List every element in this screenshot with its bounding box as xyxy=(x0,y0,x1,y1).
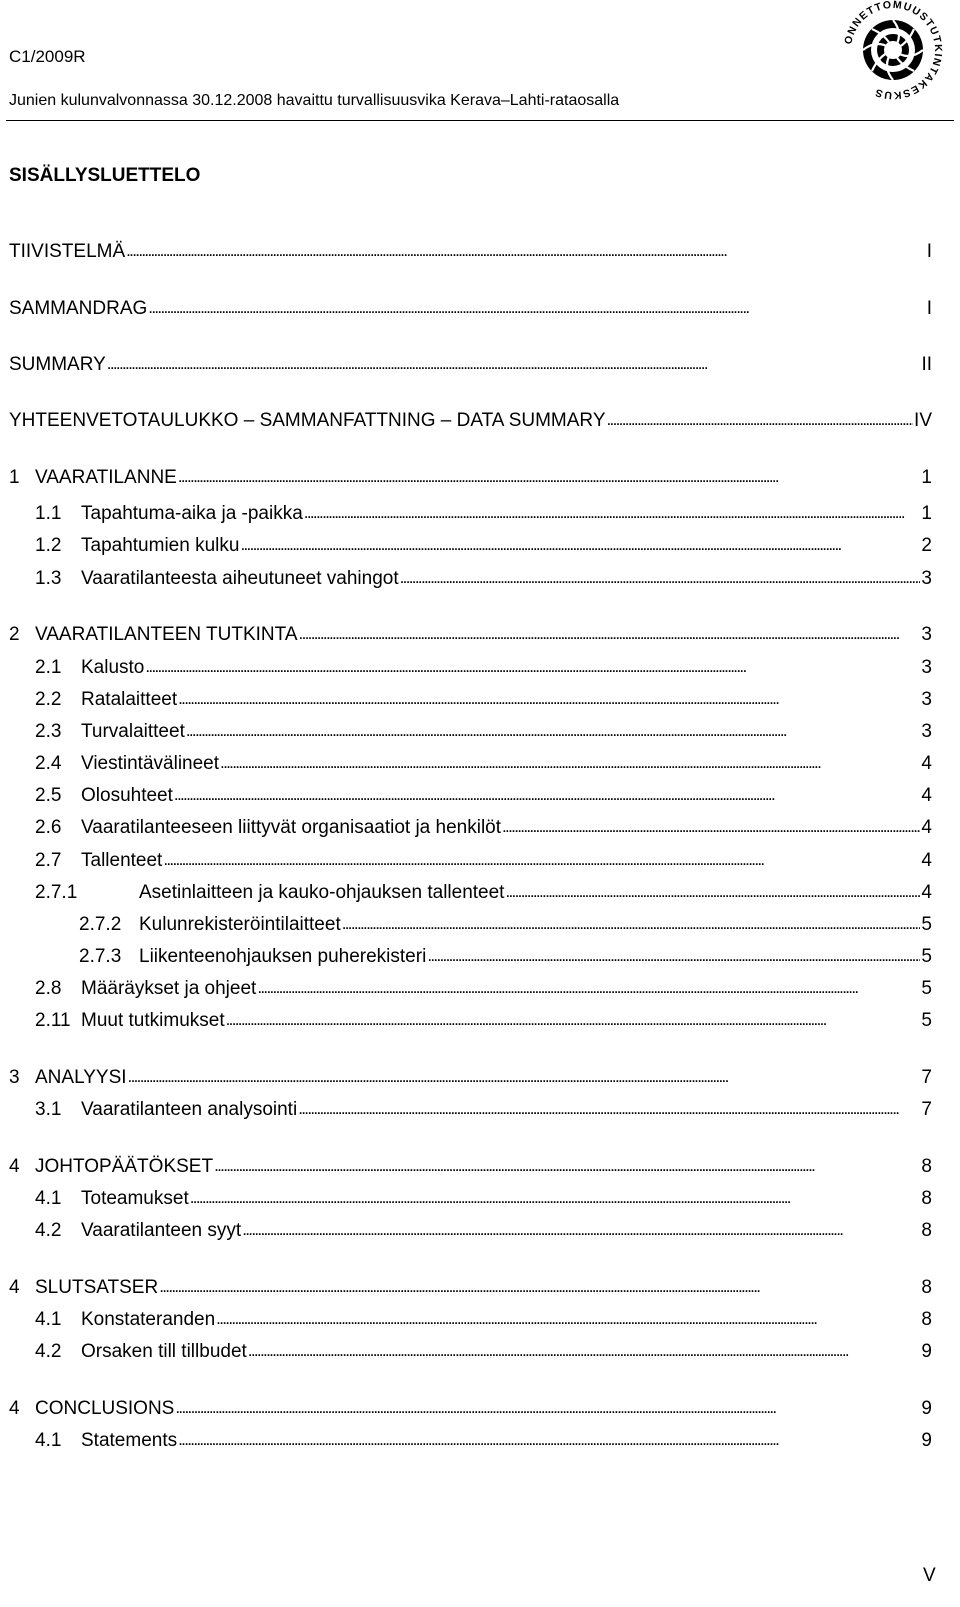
toc-entry[interactable] xyxy=(35,1220,932,1246)
toc-entry-number: 4.2 xyxy=(35,1341,62,1362)
toc-entry[interactable] xyxy=(79,946,932,972)
toc-entry-title: Tapahtumien kulku xyxy=(81,535,240,556)
toc-entry[interactable] xyxy=(79,914,932,940)
toc-entry[interactable] xyxy=(9,624,932,650)
toc-entry[interactable] xyxy=(9,354,932,380)
toc-leader-dots xyxy=(148,297,925,319)
toc-entry-page: 2 xyxy=(921,535,932,556)
toc-leader-dots xyxy=(299,623,921,645)
toc-entry-number: 4 xyxy=(9,1156,20,1177)
toc-entry-page: 7 xyxy=(921,1099,932,1120)
toc-entry-number: 1.2 xyxy=(35,535,62,556)
toc-leader-dots xyxy=(342,913,921,935)
toc-entry-page: 5 xyxy=(921,978,932,999)
toc-entry-title: Tapahtuma-aika ja -paikka xyxy=(81,503,303,524)
toc-entry-title: VAARATILANTEEN TUTKINTA xyxy=(35,624,298,645)
toc-entry-title: Konstateranden xyxy=(81,1309,216,1330)
toc-leader-dots xyxy=(226,1009,921,1031)
toc-entry[interactable] xyxy=(9,1398,932,1424)
svg-text:ONNETTOMUUSTUTKINTAKESKUS: ONNETTOMUUSTUTKINTAKESKUS xyxy=(842,0,945,100)
toc-leader-dots xyxy=(400,567,921,589)
toc-leader-dots xyxy=(502,816,920,838)
toc-entry-page: 3 xyxy=(921,657,932,678)
toc-leader-dots xyxy=(240,534,920,556)
toc-entry-page: 5 xyxy=(921,914,932,935)
toc-entry[interactable] xyxy=(9,467,932,493)
toc-leader-dots xyxy=(175,1397,920,1419)
toc-leader-dots xyxy=(145,656,920,678)
toc-entry-title: Tallenteet xyxy=(81,850,163,871)
toc-entry[interactable] xyxy=(35,503,932,529)
toc-entry-title: Toteamukset xyxy=(81,1188,189,1209)
toc-entry-title: SAMMANDRAG xyxy=(9,298,148,319)
toc-leader-dots xyxy=(178,1429,920,1451)
toc-entry-page: 8 xyxy=(921,1277,932,1298)
toc-entry-page: 4 xyxy=(921,817,932,838)
toc-leader-dots xyxy=(607,409,914,431)
toc-leader-dots xyxy=(178,688,920,710)
toc-entry[interactable] xyxy=(35,817,932,843)
onnettomuustutkintakeskus-logo xyxy=(835,0,951,100)
toc-entry-page: 7 xyxy=(921,1067,932,1088)
toc-entry[interactable] xyxy=(35,882,932,908)
toc-entry-number: 2.5 xyxy=(35,785,62,806)
toc-entry-title: Vaaratilanteeseen liittyvät organisaatiot ja henkilöt xyxy=(81,817,502,838)
toc-entry-number: 2.7.2 xyxy=(79,914,122,935)
document-subtitle: Junien kulunvalvonnassa 30.12.2008 havaittu turvallisuusvika Kerava–Lahti-rataosalla xyxy=(9,92,620,109)
header-divider xyxy=(6,120,954,121)
toc-leader-dots xyxy=(214,1155,920,1177)
toc-entry-title: Viestintävälineet xyxy=(81,753,220,774)
toc-entry-number: 4.1 xyxy=(35,1309,62,1330)
toc-entry[interactable] xyxy=(35,568,932,594)
page-number: V xyxy=(923,1565,936,1586)
toc-entry[interactable] xyxy=(35,785,932,811)
toc-entry-number: 4 xyxy=(9,1398,20,1419)
toc-entry-number: 1.3 xyxy=(35,568,62,589)
toc-leader-dots xyxy=(107,353,921,375)
toc-entry-number: 2.11 xyxy=(35,1010,71,1031)
toc-entry-title: CONCLUSIONS xyxy=(35,1398,175,1419)
toc-leader-dots xyxy=(190,1187,921,1209)
toc-entry[interactable] xyxy=(9,241,932,267)
toc-entry-title: Turvalaitteet xyxy=(81,721,185,742)
toc-entry-title: Määräykset ja ohjeet xyxy=(81,978,257,999)
toc-entry-number: 2.2 xyxy=(35,689,62,710)
toc-entry-title: Kalusto xyxy=(81,657,145,678)
toc-leader-dots xyxy=(128,1066,921,1088)
toc-entry[interactable] xyxy=(35,721,932,747)
toc-entry-page: 4 xyxy=(921,753,932,774)
toc-entry-number: 4 xyxy=(9,1277,20,1298)
toc-entry-page: 4 xyxy=(921,882,932,903)
toc-entry-page: 9 xyxy=(921,1398,932,1419)
toc-entry-title: VAARATILANNE xyxy=(35,467,177,488)
toc-entry-page: II xyxy=(921,354,932,375)
toc-entry-title: SUMMARY xyxy=(9,354,106,375)
toc-leader-dots xyxy=(304,502,921,524)
toc-entry-page: 1 xyxy=(921,467,932,488)
toc-leader-dots xyxy=(216,1308,920,1330)
toc-entry-number: 2.8 xyxy=(35,978,62,999)
toc-entry-number: 2.7.3 xyxy=(79,946,122,967)
toc-entry[interactable] xyxy=(9,410,932,436)
toc-entry-number: 2.6 xyxy=(35,817,62,838)
toc-entry-page: 8 xyxy=(921,1309,932,1330)
toc-entry-number: 4.1 xyxy=(35,1188,62,1209)
toc-leader-dots xyxy=(505,881,920,903)
toc-leader-dots xyxy=(174,784,921,806)
toc-entry-page: 4 xyxy=(921,850,932,871)
toc-entry-title: JOHTOPÄÄTÖKSET xyxy=(35,1156,214,1177)
toc-leader-dots xyxy=(220,752,920,774)
toc-entry-number: 2.3 xyxy=(35,721,62,742)
toc-entry-page: 8 xyxy=(921,1220,932,1241)
toc-entry[interactable] xyxy=(35,1099,932,1125)
toc-entry[interactable] xyxy=(35,1309,932,1335)
toc-entry-number: 2.1 xyxy=(35,657,62,678)
toc-entry[interactable] xyxy=(35,1430,932,1456)
toc-entry-title: SLUTSATSER xyxy=(35,1277,159,1298)
toc-entry[interactable] xyxy=(9,1277,932,1303)
toc-entry-page: 9 xyxy=(921,1430,932,1451)
toc-entry-title: Ratalaitteet xyxy=(81,689,178,710)
toc-entry[interactable] xyxy=(35,978,932,1004)
toc-entry[interactable] xyxy=(9,298,932,324)
toc-leader-dots xyxy=(163,849,920,871)
toc-entry-title: Vaaratilanteen analysointi xyxy=(81,1099,298,1120)
toc-entry-title: Orsaken till tillbudet xyxy=(81,1341,247,1362)
toc-leader-dots xyxy=(298,1098,920,1120)
toc-entry-page: 8 xyxy=(921,1156,932,1177)
toc-entry-title: Vaaratilanteesta aiheutuneet vahingot xyxy=(81,568,399,589)
toc-entry[interactable] xyxy=(9,1156,932,1182)
toc-entry[interactable] xyxy=(35,850,932,876)
toc-entry-page: 3 xyxy=(921,568,932,589)
toc-entry[interactable] xyxy=(35,753,932,779)
toc-entry-page: 3 xyxy=(921,721,932,742)
toc-entry-page: 3 xyxy=(921,689,932,710)
toc-entry-page: 5 xyxy=(921,1010,932,1031)
toc-entry-title: Muut tutkimukset xyxy=(81,1010,225,1031)
toc-entry-page: IV xyxy=(914,410,932,431)
toc-entry-page: 1 xyxy=(921,503,932,524)
toc-title: SISÄLLYSLUETTELO xyxy=(9,165,201,186)
toc-entry-number: 1 xyxy=(9,467,20,488)
toc-leader-dots xyxy=(159,1276,920,1298)
toc-entry-number: 4.2 xyxy=(35,1220,62,1241)
toc-leader-dots xyxy=(186,720,921,742)
toc-entry-title: YHTEENVETOTAULUKKO – SAMMANFATTNING – DATA SUMMARY xyxy=(9,410,606,431)
document-code: C1/2009R xyxy=(9,47,86,66)
toc-leader-dots xyxy=(178,466,921,488)
toc-leader-dots xyxy=(126,240,926,262)
toc-entry-title: Statements xyxy=(81,1430,178,1451)
toc-entry-title: Liikenteenohjauksen puherekisteri xyxy=(139,946,427,967)
toc-entry-number: 2.7 xyxy=(35,850,62,871)
toc-entry-title: ANALYYSI xyxy=(35,1067,127,1088)
toc-entry-page: 9 xyxy=(921,1341,932,1362)
toc-entry-number: 2.4 xyxy=(35,753,62,774)
toc-entry-title: TIIVISTELMÄ xyxy=(9,241,126,262)
toc-entry-number: 2.7.1 xyxy=(35,882,78,903)
toc-leader-dots xyxy=(242,1219,920,1241)
toc-entry-number: 2 xyxy=(9,624,20,645)
toc-entry-title: Kulunrekisteröintilaitteet xyxy=(139,914,341,935)
toc-entry[interactable] xyxy=(35,1010,932,1036)
toc-entry-number: 3 xyxy=(9,1067,20,1088)
toc-leader-dots xyxy=(257,977,920,999)
toc-entry-page: 4 xyxy=(921,785,932,806)
page-header xyxy=(0,0,960,122)
toc-entry[interactable] xyxy=(35,1188,932,1214)
toc-entry[interactable] xyxy=(35,535,932,561)
toc-entry-number: 1.1 xyxy=(35,503,62,524)
toc-entry-title: Olosuhteet xyxy=(81,785,173,806)
toc-entry[interactable] xyxy=(35,1341,932,1367)
toc-entry-number: 3.1 xyxy=(35,1099,62,1120)
toc-entry-title: Asetinlaitteen ja kauko-ohjauksen tallenteet xyxy=(139,882,505,903)
toc-entry[interactable] xyxy=(35,689,932,715)
toc-entry[interactable] xyxy=(9,1067,932,1093)
toc-entry-page: 3 xyxy=(921,624,932,645)
toc-entry-page: I xyxy=(926,298,932,319)
toc-entry-page: 8 xyxy=(921,1188,932,1209)
toc-entry-page: I xyxy=(926,241,932,262)
toc-entry-page: 5 xyxy=(921,946,932,967)
toc-leader-dots xyxy=(427,945,920,967)
toc-entry[interactable] xyxy=(35,657,932,683)
toc-entry-number: 4.1 xyxy=(35,1430,62,1451)
toc-entry-title: Vaaratilanteen syyt xyxy=(81,1220,242,1241)
toc-leader-dots xyxy=(248,1340,921,1362)
